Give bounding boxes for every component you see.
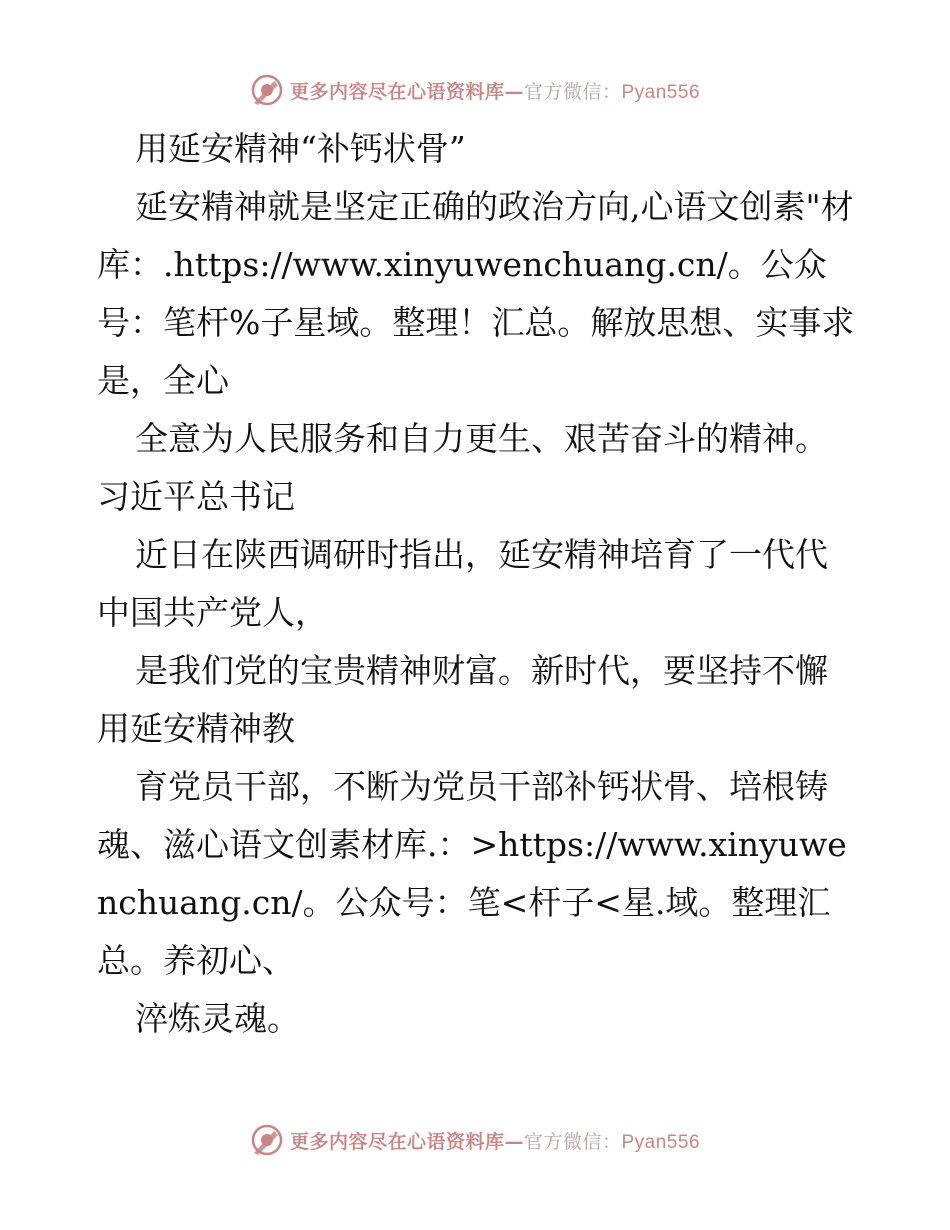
paragraph: 全意为人民服务和自力更生、艰苦奋斗的精神。习近平总书记 bbox=[97, 419, 828, 516]
header-banner-text: 更多内容尽在心语资料库—官方微信：Pyan556 bbox=[289, 80, 701, 103]
paragraph: 淬炼灵魂。 bbox=[135, 999, 300, 1038]
paragraph: 是我们党的宝贵精神财富。新时代，要坚持不懈用延安精神教 bbox=[97, 651, 828, 748]
paragraph-title: 用延安精神“补钙状骨” bbox=[135, 129, 466, 168]
document-body bbox=[97, 120, 857, 1048]
pen-logo-icon bbox=[250, 1123, 284, 1157]
paragraph: 育党员干部，不断为党员干部补钙状骨、培根铸魂、滋心语文创素材库.：>https://www.xinyuwenchuang.cn/。公众号：笔<杆子<星.域。整理汇总。养初心、 bbox=[97, 767, 847, 980]
footer-banner-text: 更多内容尽在心语资料库—官方微信：Pyan556 bbox=[289, 1130, 701, 1153]
paragraph: 近日在陕西调研时指出，延安精神培育了一代代中国共产党人， bbox=[97, 535, 828, 632]
header-banner bbox=[0, 70, 950, 110]
footer-banner bbox=[0, 1120, 950, 1160]
pen-logo-icon bbox=[250, 73, 284, 107]
paragraph: 延安精神就是坚定正确的政治方向,心语文创素"材库：.https://www.xinyuwenchuang.cn/。公众号：笔杆%子星域。整理！汇总。解放思想、实事求是，全心 bbox=[97, 187, 855, 400]
